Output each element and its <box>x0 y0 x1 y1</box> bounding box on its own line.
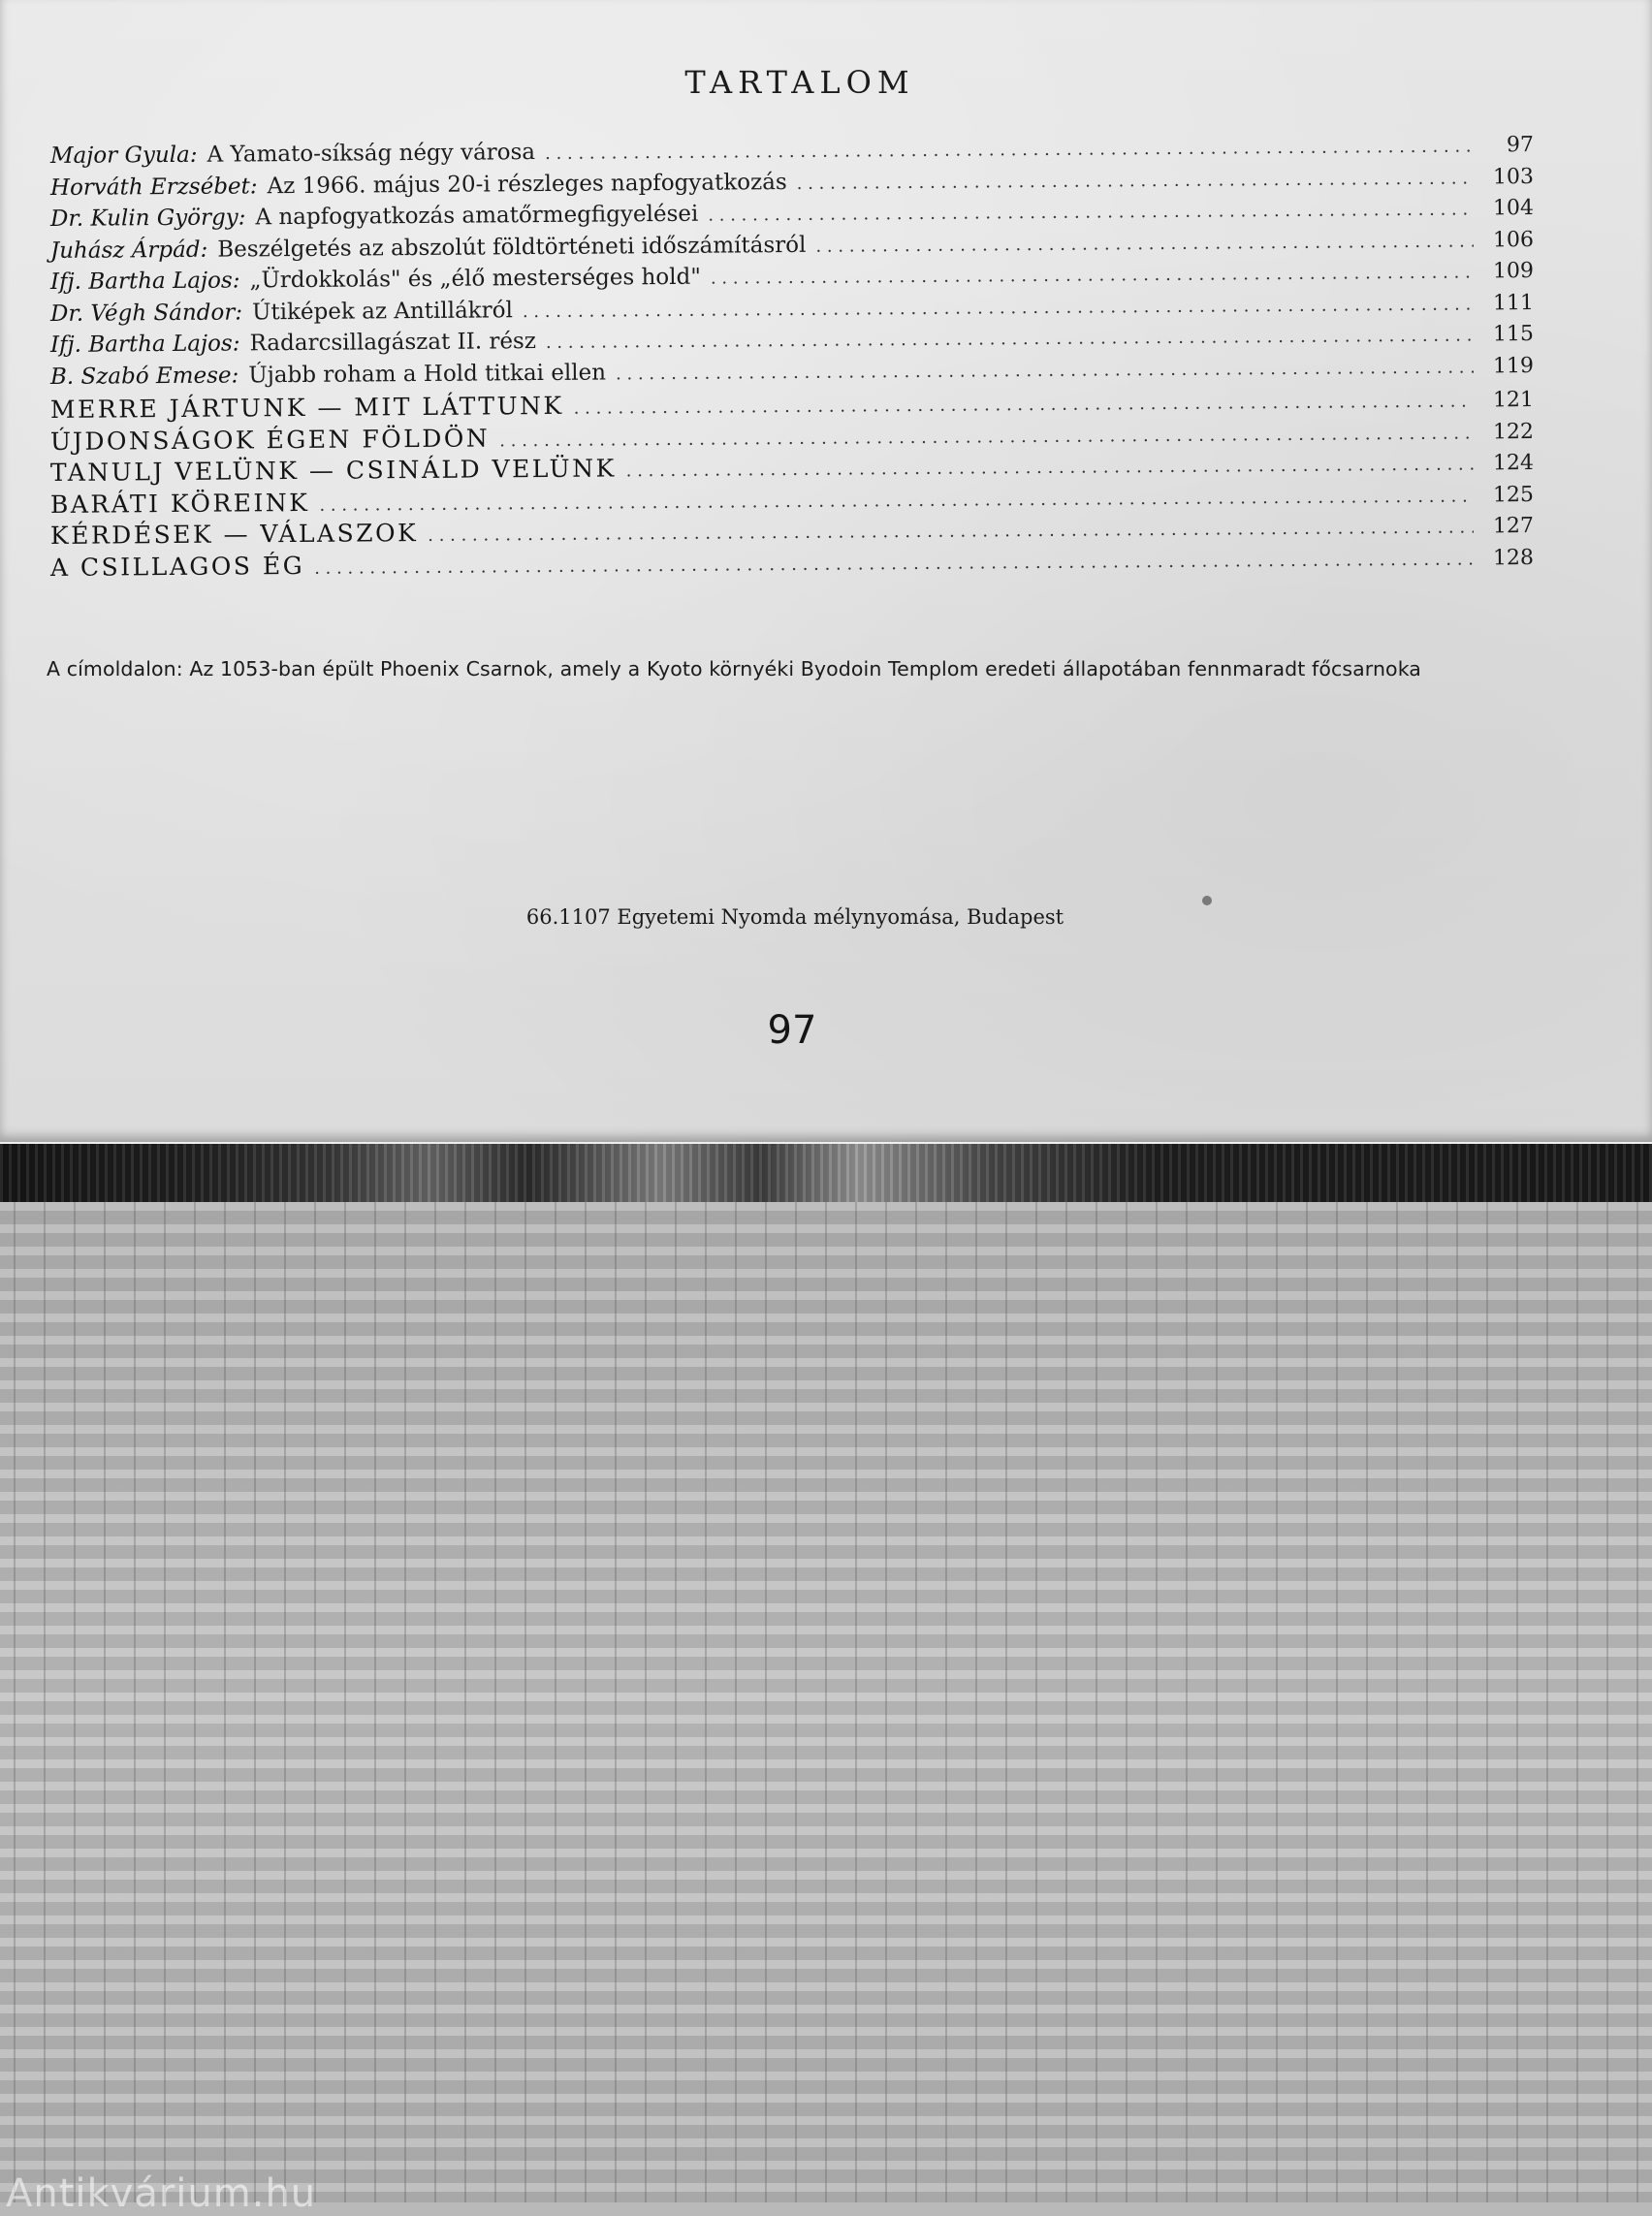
toc-section-title: ÚJDONSÁGOK ÉGEN FÖLDÖN <box>49 423 491 456</box>
toc-page: 122 <box>1492 419 1535 444</box>
dot-leader <box>708 199 1474 225</box>
toc-heading: TARTALOM <box>684 64 915 101</box>
cover-caption: A címoldalon: Az 1053-ban épült Phoenix Csarnok, amely a Kyoto környéki Byodoin Templom eredeti állapotában fennmaradt főcsarnoka <box>47 657 1421 681</box>
toc-title: A napfogyatkozás amatőrmegfigyelései <box>255 201 699 231</box>
dot-leader <box>314 549 1474 578</box>
dot-leader <box>711 262 1474 288</box>
toc-title: „Ürdokkolás" és „élő mesterséges hold" <box>249 264 701 294</box>
toc-page: 121 <box>1492 387 1535 413</box>
dot-leader <box>626 454 1474 481</box>
background-surface <box>0 1202 1652 2216</box>
toc-title: Beszélgetés az abszolút földtörténeti időszámításról <box>217 232 807 263</box>
toc-author: B. Szabó Emese: <box>49 362 239 390</box>
dot-leader <box>546 325 1474 353</box>
printer-imprint: 66.1107 Egyetemi Nyomda mélynyomása, Budapest <box>525 905 1064 929</box>
dot-leader <box>545 136 1474 164</box>
toc-author: Ifj. Bartha Lajos: <box>49 268 240 295</box>
toc-section-title: KÉRDÉSEK — VÁLASZOK <box>49 519 419 550</box>
toc-section-title: TANULJ VELÜNK — CSINÁLD VELÜNK <box>49 454 617 487</box>
dot-leader <box>428 517 1474 545</box>
toc-title: Útiképek az Antillákról <box>251 297 513 325</box>
toc-page: 97 <box>1506 132 1535 158</box>
page-edge-binding <box>0 1142 1652 1204</box>
toc-author: Juhász Árpád: <box>49 237 208 264</box>
toc-page: 106 <box>1492 227 1535 252</box>
toc-author: Ifj. Bartha Lajos: <box>49 331 240 358</box>
toc-author: Major Gyula: <box>49 142 198 169</box>
dust-spot <box>1202 896 1212 905</box>
toc-page: 119 <box>1492 353 1535 378</box>
dot-leader <box>319 486 1474 515</box>
toc-page: 109 <box>1492 258 1535 284</box>
toc-title: A Yamato-síkság négy városa <box>206 140 536 168</box>
toc-page: 128 <box>1492 545 1535 570</box>
toc-author: Dr. Kulin György: <box>49 205 246 232</box>
toc-page: 103 <box>1492 164 1535 189</box>
dot-leader <box>523 294 1474 322</box>
toc-author: Horváth Erzsébet: <box>49 173 258 201</box>
toc-section-title: MERRE JÁRTUNK — MIT LÁTTUNK <box>49 391 564 424</box>
watermark: Antikvárium.hu <box>6 2171 317 2216</box>
toc-page: 127 <box>1492 513 1535 539</box>
toc-section-title: BARÁTI KÖREINK <box>49 488 310 519</box>
toc-page: 125 <box>1492 482 1535 507</box>
toc-title: Az 1966. május 20-i részleges napfogyatkozás <box>267 169 787 199</box>
toc-author: Dr. Végh Sándor: <box>49 299 243 327</box>
page-number: 97 <box>767 1008 817 1053</box>
dot-leader <box>797 168 1474 193</box>
toc-title: Újabb roham a Hold titkai ellen <box>248 359 607 388</box>
toc-section-title: A CSILLAGOS ÉG <box>49 551 305 582</box>
toc-page: 111 <box>1492 290 1535 315</box>
toc-page: 124 <box>1492 450 1535 476</box>
dot-leader <box>616 357 1474 384</box>
table-of-contents <box>49 132 1535 585</box>
dot-leader <box>815 231 1474 256</box>
toc-page: 115 <box>1492 321 1535 347</box>
toc-title: Radarcsillagászat II. rész <box>249 329 537 357</box>
toc-page: 104 <box>1492 195 1535 221</box>
dot-leader <box>499 423 1474 451</box>
dot-leader <box>574 391 1474 418</box>
